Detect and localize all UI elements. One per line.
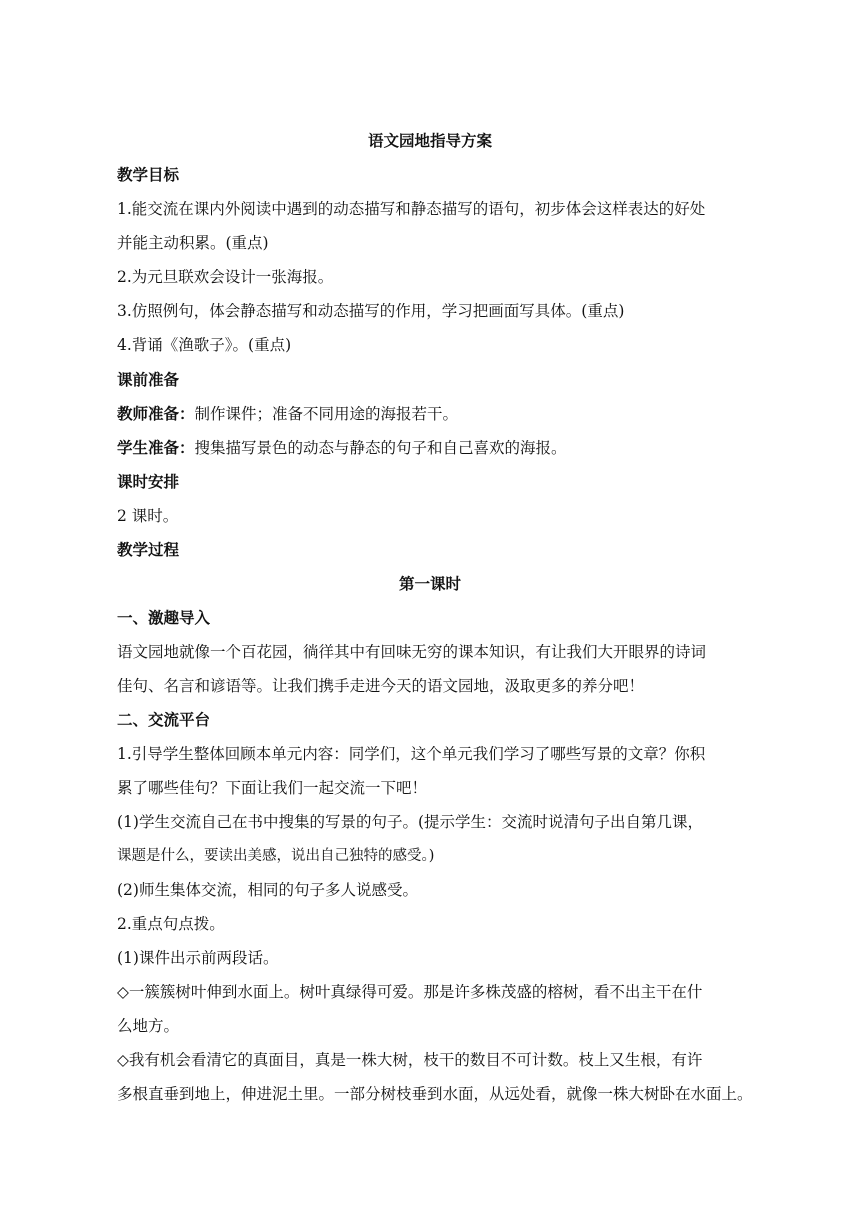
part-2-sub-1-line-1: (1)学生交流自己在书中搜集的写景的句子。(提示学生：交流时说清句子出自第几课， <box>117 813 704 831</box>
part-2-item-2: 2.重点句点拨。 <box>117 915 225 933</box>
part-2-item-1-line-1: 1.引导学生整体回顾本单元内容：同学们，这个单元我们学习了哪些写景的文章？你积 <box>117 745 706 763</box>
heading-schedule: 课时安排 <box>117 473 180 491</box>
student-prep-label: 学生准备： <box>117 439 195 457</box>
teacher-prep-label: 教师准备： <box>117 405 195 423</box>
student-prep-text: 搜集描写景色的动态与静态的句子和自己喜欢的海报。 <box>194 439 567 457</box>
part-1-line-2: 佳句、名言和谚语等。让我们携手走进今天的语文园地，汲取更多的养分吧！ <box>117 677 645 695</box>
goal-4: 4.背诵《渔歌子》。(重点) <box>117 336 292 354</box>
goal-2: 2.为元旦联欢会设计一张海报。 <box>117 268 334 286</box>
part-1-heading: 一、激趣导入 <box>117 609 211 627</box>
part-2-item-1-line-2: 累了哪些佳句？下面让我们一起交流一下吧！ <box>117 779 428 797</box>
heading-process: 教学过程 <box>117 541 180 559</box>
part-1-line-1: 语文园地就像一个百花园，徜徉其中有回味无穷的课本知识，有让我们大开眼界的诗词 <box>117 643 707 661</box>
document-title: 语文园地指导方案 <box>367 132 492 150</box>
goal-1-line-2: 并能主动积累。(重点) <box>117 234 269 252</box>
goal-1-line-1: 1.能交流在课内外阅读中遇到的动态描写和静态描写的语句，初步体会这样表达的好处 <box>117 200 706 218</box>
teacher-preparation <box>117 404 777 424</box>
heading-teaching-goals: 教学目标 <box>117 166 180 184</box>
quote-1-line-2: 么地方。 <box>117 1017 180 1035</box>
part-2-item-2-sub-1: (1)课件出示前两段话。 <box>117 949 279 967</box>
lesson-1-title: 第一课时 <box>398 575 461 593</box>
quote-1-line-1: ◇一簇簇树叶伸到水面上。树叶真绿得可爱。那是许多株茂盛的榕树，看不出主干在什 <box>117 983 703 1001</box>
goal-3: 3.仿照例句，体会静态描写和动态描写的作用，学习把画面写具体。(重点) <box>117 302 625 320</box>
quote-2-line-2: 多根直垂到地上，伸进泥土里。一部分树枝垂到水面，从远处看，就像一株大树卧在水面上。 <box>117 1085 753 1103</box>
part-2-heading: 二、交流平台 <box>117 711 211 729</box>
quote-2-line-1: ◇我有机会看清它的真面目，真是一株大树，枝干的数目不可计数。枝上又生根，有许 <box>117 1051 703 1069</box>
schedule-text: 2 课时。 <box>117 507 179 525</box>
student-preparation <box>117 438 777 458</box>
teacher-prep-text: 制作课件；准备不同用途的海报若干。 <box>194 405 459 423</box>
part-2-sub-2: (2)师生集体交流，相同的句子多人说感受。 <box>117 881 418 899</box>
heading-preparation: 课前准备 <box>117 371 180 389</box>
part-2-sub-1-line-2: 课题是什么，要读出美感，说出自己独特的感受。) <box>117 848 435 864</box>
